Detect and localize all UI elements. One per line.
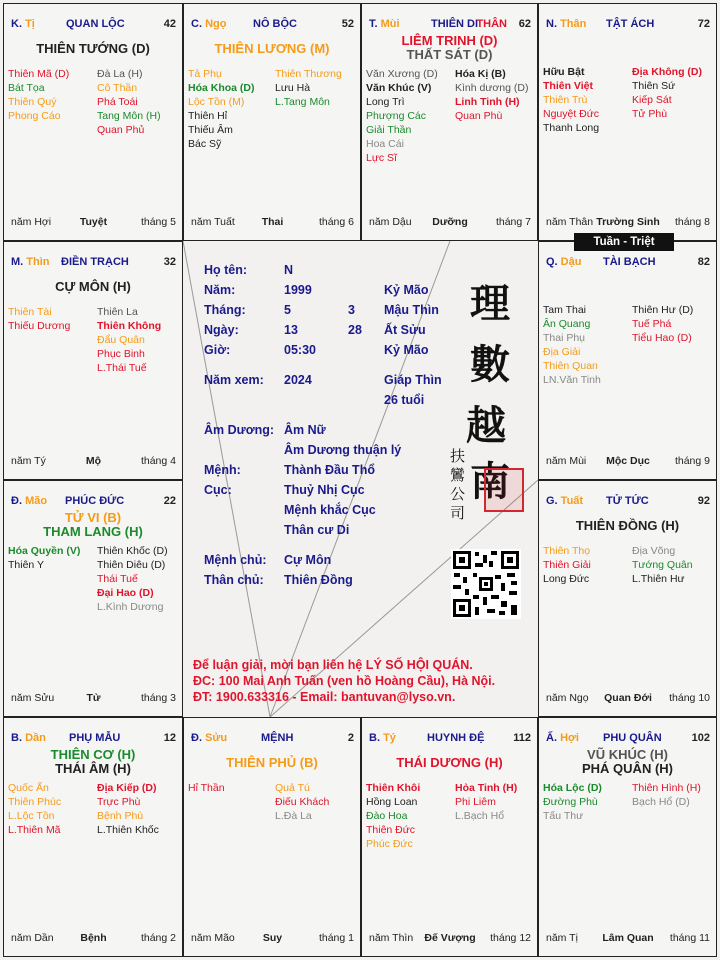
branch-name: Sửu: [205, 732, 228, 744]
minor-star: L.Kình Dương: [97, 601, 164, 613]
minor-star: L.Tang Môn: [275, 96, 330, 108]
minor-star: Thiên Y: [8, 559, 44, 571]
major-star: PHÁ QUÂN (H): [582, 761, 673, 776]
branch-stem: B.: [11, 732, 26, 744]
minor-star: Thiếu Âm: [188, 124, 233, 136]
palace-name: PHÚC ĐỨC: [65, 495, 125, 507]
calligraphy-small-char: 鸞: [450, 466, 466, 484]
year-lunar: Kỷ Mão: [384, 283, 429, 297]
palace-age-year: năm Dần: [11, 932, 54, 944]
minor-star: Thiên Thọ: [543, 545, 591, 557]
major-star: THÁI DƯƠNG (H): [396, 755, 503, 770]
major-star: TỬ VI (B): [64, 510, 122, 525]
palace-age-year: năm Thân: [546, 216, 594, 228]
minor-star: Lực Sĩ: [366, 152, 397, 164]
minor-star: Tang Môn (H): [97, 110, 161, 122]
minor-star: Lưu Hà: [275, 82, 311, 94]
minor-star: Giải Thần: [366, 124, 412, 136]
palace-age-year: năm Ngọ: [546, 692, 589, 704]
palace-branch: [11, 731, 46, 745]
palace-month: tháng 3: [140, 692, 176, 704]
palace-name: MỆNH: [261, 732, 294, 744]
palace-number: 112: [513, 732, 531, 744]
stars-right: [275, 781, 329, 823]
palace-number: 2: [347, 732, 354, 744]
minor-star: Hỉ Thần: [188, 782, 225, 794]
palace-month: tháng 11: [669, 932, 710, 944]
minor-star: Thiên Không: [97, 320, 162, 332]
minor-star: Hỏa Tinh (H): [455, 782, 518, 794]
minor-star: Phong Cáo: [8, 110, 61, 122]
major-star: VŨ KHÚC (H): [587, 747, 668, 762]
minor-star: Văn Xương (D): [366, 68, 438, 80]
palace-number: 62: [518, 18, 531, 30]
cuc-note-1: Mệnh khắc Cục: [284, 503, 376, 517]
palace-stage: Dưỡng: [432, 216, 468, 228]
palace-number: 72: [697, 18, 710, 30]
palace-stage: Trường Sinh: [596, 216, 660, 228]
than-chu-value: Thiên Đồng: [284, 573, 353, 587]
minor-star: Thiên Quý: [8, 96, 57, 108]
stars-left: [8, 781, 61, 837]
major-star: THẤT SÁT (D): [406, 47, 493, 62]
minor-star: Văn Khúc (V): [366, 82, 432, 94]
minor-star: Đại Hao (D): [97, 587, 154, 599]
minor-star: Quốc Ấn: [8, 782, 49, 794]
palace-age-year: năm Tuất: [191, 216, 235, 228]
stars-right: [275, 67, 342, 109]
palace-name: TỬ TỨC: [606, 495, 649, 507]
stars-right: [632, 65, 702, 121]
contact-line-2: ĐC: 100 Mai Anh Tuấn (ven hồ Hoàng Cầu), Hà Nội.: [193, 674, 496, 688]
minor-star: Đào Hoa: [366, 810, 408, 822]
red-seal-icon: [484, 468, 524, 512]
minor-star: Bát Tọa: [8, 82, 45, 94]
calligraphy-small-char: 公: [450, 485, 466, 503]
view-year-label: Năm xem:: [204, 373, 264, 387]
minor-star: Thiên Phúc: [8, 796, 62, 808]
minor-star: Thiên Khốc (D): [97, 545, 168, 557]
contact-line-1: Để luận giải, mời bạn liên hệ LÝ SỐ HỘI QUÁN.: [193, 658, 473, 672]
palace-age-year: năm Dậu: [369, 216, 412, 228]
minor-star: Thiên Trù: [543, 94, 588, 106]
palace-month: tháng 8: [674, 216, 710, 228]
branch-name: Dần: [25, 732, 46, 744]
palace-stage: Mộ: [85, 455, 102, 467]
palace-age-year: năm Mùi: [546, 455, 587, 467]
palace-ngo[interactable]: [183, 3, 361, 241]
palace-name: TÀI BẠCH: [603, 256, 656, 268]
minor-star: L.Đà La: [275, 810, 312, 822]
stars-right: [455, 781, 517, 823]
palace-branch: [546, 494, 583, 508]
minor-star: Hồng Loan: [366, 796, 418, 808]
minor-star: Hữu Bật: [543, 66, 585, 78]
day-lunar: Ất Sửu: [384, 323, 426, 337]
minor-star: L.Thiên Mã: [8, 824, 61, 836]
palace-stage: Lâm Quan: [602, 932, 654, 944]
menh-label: Mệnh:: [204, 463, 241, 477]
minor-star: L.Thái Tuế: [97, 362, 147, 374]
branch-stem: K.: [11, 18, 26, 30]
minor-star: Long Đức: [543, 573, 590, 585]
name-label: Họ tên:: [204, 263, 248, 277]
branch-name: Tuất: [560, 495, 584, 507]
view-year-lunar: Giáp Thìn: [384, 373, 442, 387]
minor-star: Thiên Hư (D): [632, 304, 694, 316]
minor-star: Phượng Các: [366, 110, 427, 122]
palace-month: tháng 10: [669, 692, 710, 704]
palace-branch: [191, 731, 227, 745]
stars-right: [455, 67, 528, 123]
major-star: THÁI ÂM (H): [55, 761, 131, 776]
menh-value: Thành Đầu Thổ: [284, 463, 375, 477]
palace-name: TẬT ÁCH: [606, 18, 655, 30]
palace-name: QUAN LỘC: [66, 18, 125, 30]
stars-left: [543, 303, 601, 387]
palace-ty2[interactable]: [361, 717, 538, 957]
minor-star: L.Bạch Hổ: [455, 810, 505, 822]
stars-left: [366, 781, 420, 851]
palace-branch: [11, 494, 47, 508]
branch-name: Tý: [383, 732, 396, 744]
stars-left: [543, 781, 602, 823]
calligraphy-char: 越: [466, 402, 506, 449]
minor-star: Phá Toái: [97, 96, 138, 108]
than-marker: THÂN: [476, 18, 507, 30]
palace-branch: [11, 255, 50, 269]
cuc-label: Cục:: [204, 483, 232, 497]
month-lunar: Mậu Thìn: [384, 303, 439, 317]
palace-month: tháng 2: [140, 932, 176, 944]
major-star: CỰ MÔN (H): [55, 279, 131, 294]
palace-name: THIÊN DI: [431, 18, 479, 30]
minor-star: Nguyệt Đức: [543, 108, 600, 120]
day-lunar-num: 28: [348, 323, 362, 337]
minor-star: Thiên Khôi: [366, 782, 421, 794]
stars-right: [97, 305, 161, 375]
palace-number: 32: [163, 256, 176, 268]
month-solar: 5: [284, 303, 291, 317]
stars-right: [632, 781, 701, 809]
minor-star: Trực Phù: [97, 796, 141, 808]
branch-stem: Đ.: [191, 732, 206, 744]
menh-chu-label: Mệnh chủ:: [204, 553, 267, 567]
minor-star: Tả Phụ: [188, 68, 222, 80]
minor-star: Hoa Cái: [366, 138, 404, 150]
branch-stem: B.: [369, 732, 384, 744]
stars-left: [543, 65, 599, 135]
minor-star: Đà La (H): [97, 68, 143, 80]
palace-stage: Tuyệt: [79, 216, 108, 228]
palace-number: 12: [163, 732, 176, 744]
month-label: Tháng:: [204, 303, 246, 317]
stars-right: [97, 67, 161, 137]
branch-name: Ngọ: [205, 18, 227, 30]
palace-month: tháng 1: [318, 932, 354, 944]
minor-star: Bác Sỹ: [188, 138, 222, 150]
than-chu-label: Thân chủ:: [204, 573, 264, 587]
palace-age-year: năm Sửu: [11, 692, 55, 704]
stars-left: [8, 305, 70, 333]
minor-star: Hóa Lộc (D): [543, 782, 602, 794]
minor-star: Quan Phủ: [97, 124, 145, 136]
minor-star: Thái Tuế: [97, 573, 138, 585]
name-value: N: [284, 263, 294, 277]
palace-hoi[interactable]: [538, 717, 717, 957]
palace-branch: [11, 17, 35, 31]
minor-star: Thiên Sứ: [632, 80, 676, 92]
minor-star: Thiên Quan: [543, 360, 598, 372]
palace-stage: Đế Vượng: [424, 932, 476, 944]
minor-star: Bạch Hổ (D): [632, 796, 690, 808]
stars-left: [543, 544, 591, 586]
minor-star: Kình dương (D): [455, 82, 529, 94]
stars-right: [632, 303, 693, 345]
year-solar: 1999: [284, 283, 312, 297]
major-star: THAM LANG (H): [43, 524, 143, 539]
minor-star: Hóa Khoa (D): [188, 82, 255, 94]
minor-star: L.Thiên Hư: [632, 573, 685, 585]
calligraphy-char: 南: [470, 458, 510, 505]
palace-stage: Thai: [261, 216, 284, 228]
minor-star: Ân Quang: [543, 318, 591, 330]
minor-star: Thiên Tài: [8, 306, 52, 318]
minor-star: Đẩu Quân: [97, 334, 145, 346]
hour-lunar: Kỷ Mão: [384, 343, 429, 357]
palace-number: 82: [697, 256, 710, 268]
palace-age-year: năm Tý: [11, 455, 46, 467]
minor-star: Tiểu Hao (D): [632, 332, 692, 344]
major-star: THIÊN ĐỒNG (H): [575, 518, 680, 533]
minor-star: Đường Phù: [543, 796, 598, 808]
branch-stem: G.: [546, 495, 561, 507]
palace-dan[interactable]: [3, 717, 183, 957]
calligraphy-small-char: 扶: [450, 447, 466, 465]
minor-star: Điếu Khách: [275, 796, 330, 808]
cuc-value: Thuỷ Nhị Cục: [284, 483, 365, 497]
minor-star: Hóa Kị (B): [455, 68, 506, 80]
branch-stem: C.: [191, 18, 206, 30]
minor-star: Long Trì: [366, 96, 405, 108]
minor-star: Thiên Diêu (D): [97, 559, 166, 571]
minor-star: Phúc Đức: [366, 838, 413, 850]
palace-number: 22: [163, 495, 176, 507]
palace-stage: Bệnh: [80, 932, 107, 944]
palace-month: tháng 12: [490, 932, 531, 944]
palace-month: tháng 5: [140, 216, 176, 228]
branch-name: Hợi: [560, 732, 579, 744]
year-label: Năm:: [204, 283, 236, 297]
calligraphy-char: 理: [470, 280, 510, 327]
calligraphy-char: 數: [470, 341, 510, 388]
minor-star: Thiên Việt: [543, 80, 593, 92]
branch-stem: Đ.: [11, 495, 26, 507]
palace-number: 42: [163, 18, 176, 30]
minor-star: Thiên Mã (D): [8, 68, 70, 80]
minor-star: Địa Võng: [632, 545, 676, 557]
minor-star: Thai Phụ: [543, 332, 586, 344]
palace-number: 52: [341, 18, 354, 30]
palace-branch: [546, 17, 586, 31]
month-lunar-num: 3: [348, 303, 355, 317]
minor-star: Lộc Tồn (M): [188, 96, 245, 108]
palace-number: 92: [697, 495, 710, 507]
minor-star: Thiên Hình (H): [632, 782, 701, 794]
minor-star: Thiên Giải: [543, 559, 591, 571]
branch-name: Dậu: [560, 256, 582, 268]
minor-star: Quan Phù: [455, 110, 503, 122]
calligraphy-small-char: 司: [450, 504, 466, 522]
palace-name: HUYNH ĐỆ: [427, 732, 485, 744]
minor-star: Linh Tinh (H): [455, 96, 520, 108]
minor-star: Bệnh Phù: [97, 810, 144, 822]
palace-tuat[interactable]: [538, 480, 717, 717]
qr-code-icon[interactable]: [451, 549, 521, 619]
palace-mao[interactable]: [3, 480, 183, 717]
minor-star: Địa Giải: [543, 346, 581, 358]
palace-stage: Tử: [86, 692, 101, 704]
branch-name: Thân: [560, 18, 587, 30]
amduong-value: Âm Nữ: [284, 423, 326, 437]
palace-month: tháng 4: [140, 455, 176, 467]
minor-star: Thiên La: [97, 306, 138, 318]
palace-number: 102: [691, 732, 710, 744]
palace-month: tháng 9: [674, 455, 710, 467]
minor-star: Tử Phù: [632, 108, 668, 120]
minor-star: Tướng Quân: [632, 559, 693, 571]
day-solar: 13: [284, 323, 298, 337]
major-star: THIÊN TƯỚNG (D): [36, 41, 150, 56]
branch-stem: M.: [11, 256, 27, 268]
palace-than[interactable]: [538, 3, 717, 241]
minor-star: Thiên Hỉ: [188, 110, 228, 122]
amduong-label: Âm Dương:: [204, 423, 275, 437]
palace-branch: [369, 731, 396, 745]
palace-dau[interactable]: [538, 241, 717, 480]
minor-star: Tuế Phá: [632, 318, 672, 330]
cuc-note-2: Thân cư Di: [284, 523, 350, 537]
stars-left: [188, 67, 255, 151]
minor-star: Kiếp Sát: [632, 94, 672, 106]
palace-thin[interactable]: [3, 241, 183, 480]
hour-solar: 05:30: [284, 343, 316, 357]
minor-star: Địa Không (D): [632, 66, 702, 78]
palace-branch: [369, 17, 400, 31]
branch-stem: Ấ.: [546, 732, 561, 744]
palace-age-year: năm Mão: [191, 932, 235, 944]
palace-age-year: năm Hợi: [11, 216, 52, 228]
tuan-triet-badge: Tuần - Triệt: [574, 233, 674, 251]
contact-line-3[interactable]: ĐT: 1900.633316 - Email: bantuvan@lyso.vn.: [193, 690, 456, 704]
palace-age-year: năm Thìn: [369, 932, 414, 944]
palace-month: tháng 7: [495, 216, 531, 228]
palace-suu[interactable]: [183, 717, 361, 957]
minor-star: Tam Thai: [543, 304, 586, 316]
branch-name: Mão: [25, 495, 48, 507]
major-star: LIÊM TRINH (D): [401, 33, 498, 48]
view-year: 2024: [284, 373, 312, 387]
branch-stem: T.: [369, 18, 381, 30]
stars-right: [97, 781, 159, 837]
palace-age-year: năm Tị: [546, 932, 578, 944]
minor-star: Tấu Thư: [543, 810, 584, 822]
palace-month: tháng 6: [318, 216, 354, 228]
minor-star: LN.Văn Tinh: [543, 374, 601, 386]
major-star: THIÊN LƯƠNG (M): [214, 41, 330, 56]
major-star: THIÊN CƠ (H): [50, 747, 136, 762]
palace-branch: [546, 255, 581, 269]
palace-stage: Suy: [262, 932, 283, 944]
branch-stem: Q.: [546, 256, 561, 268]
minor-star: Phi Liêm: [455, 796, 496, 808]
minor-star: L.Thiên Khốc: [97, 824, 159, 836]
stars-left: [8, 67, 69, 123]
palace-name: PHỤ MẪU: [69, 732, 121, 744]
stars-left: [366, 67, 438, 165]
palace-stage: Quan Đới: [604, 692, 652, 704]
palace-name: ĐIỀN TRẠCH: [61, 256, 129, 268]
minor-star: Thiếu Dương: [8, 320, 71, 332]
minor-star: Thanh Long: [543, 122, 600, 134]
stars-left: [8, 544, 80, 572]
minor-star: Thiên Đức: [366, 824, 416, 836]
minor-star: Địa Kiếp (D): [97, 782, 157, 794]
palace-name: PHU QUÂN: [603, 732, 662, 744]
minor-star: Quả Tú: [275, 782, 310, 794]
palace-mui[interactable]: [361, 3, 538, 241]
view-age: 26 tuổi: [384, 393, 425, 407]
minor-star: Phục Binh: [97, 348, 145, 360]
amduong-note: Âm Dương thuận lý: [284, 443, 402, 457]
hour-label: Giờ:: [204, 343, 231, 357]
palace-ty[interactable]: [3, 3, 183, 241]
major-star: THIÊN PHỦ (B): [226, 755, 318, 770]
minor-star: Thiên Thương: [275, 68, 342, 80]
minor-star: Cô Thần: [97, 82, 138, 94]
minor-star: Hóa Quyền (V): [8, 545, 81, 557]
stars-left: [188, 781, 225, 795]
branch-stem: N.: [546, 18, 561, 30]
palace-branch: [546, 731, 579, 745]
branch-name: Thìn: [26, 256, 50, 268]
palace-stage: Mộc Dục: [606, 455, 650, 467]
day-label: Ngày:: [204, 323, 239, 337]
minor-star: L.Lộc Tồn: [8, 810, 55, 822]
stars-right: [632, 544, 693, 586]
palace-branch: [191, 17, 226, 31]
palace-name: NÔ BỘC: [253, 18, 297, 30]
branch-name: Tị: [25, 18, 35, 30]
stars-right: [97, 544, 168, 614]
menh-chu-value: Cự Môn: [284, 553, 332, 567]
branch-name: Mùi: [380, 18, 400, 30]
